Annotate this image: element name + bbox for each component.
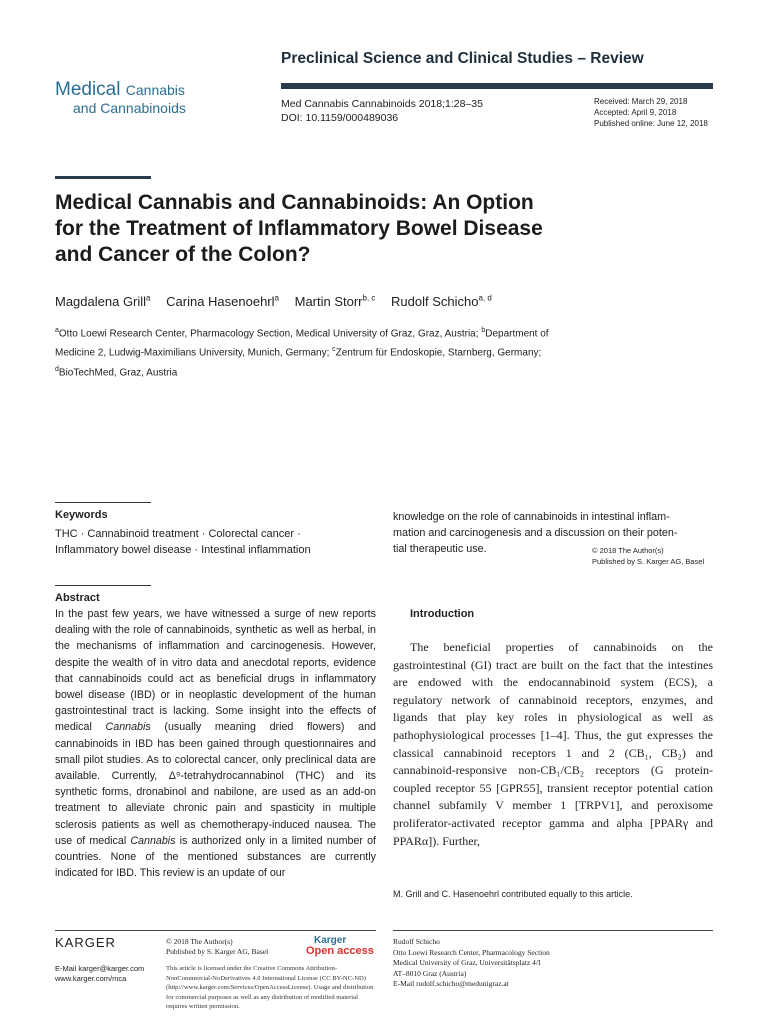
title-line-1: Medical Cannabis and Cannabinoids: An Option [55, 191, 534, 214]
footer-copyright: © 2018 The Author(s) Published by S. Karger AG, Basel [166, 937, 269, 956]
citation-block [281, 97, 483, 125]
abstract-rule [55, 585, 151, 586]
contribution-note: M. Grill and C. Hasenoehrl contributed equally to this article. [393, 889, 633, 899]
author[interactable]: Rudolf Schicho$^{a, d}$ [391, 294, 492, 310]
journal-citation: Med Cannabis Cannabinoids 2018;1:28–35 [281, 98, 483, 110]
doi[interactable]: DOI: 10.1159/000489036 [281, 112, 399, 124]
author[interactable]: Martin Storr$^{b, c}$ [294, 294, 376, 310]
keywords-rule [55, 502, 151, 503]
affiliations: $^a$Otto Loewi Research Center, Pharmacology Section, Medical University of Graz, Graz, Austria; $^b$Department of Medicine 2, Ludwig-Maximilians University, Munich, Germany; $^c$Zentrum für Endoskopie, Starnberg, Germany; $^d$BioTechMed, Graz, Austria [55, 327, 549, 378]
journal-logo [55, 80, 186, 115]
accepted-date: Accepted: April 9, 2018 [594, 108, 677, 117]
introduction-heading: Introduction [410, 608, 475, 620]
title-line-3: and Cancer of the Colon? [55, 243, 311, 266]
logo-line-two: and Cannabinoids [73, 100, 186, 116]
corresponding-email[interactable]: E-Mail rudolf.schicho@medunigraz.at [393, 979, 509, 988]
logo-word-cannabis: Cannabis [125, 82, 185, 98]
abstract-heading: Abstract [55, 592, 100, 604]
footer-rule-left [55, 930, 376, 931]
logo-word-medical: Medical [55, 79, 121, 100]
keywords-list: THC · Cannabinoid treatment · Colorectal cancer · Inflammatory bowel disease · Intestinal inflammation [55, 528, 311, 556]
author[interactable]: Carina Hasenoehrl$^a$ [166, 294, 279, 310]
journal-section-heading: Preclinical Science and Clinical Studies – Review [281, 50, 644, 67]
author-list [55, 294, 504, 309]
publisher-contact [55, 964, 144, 984]
title-line-2: for the Treatment of Inflammatory Bowel Disease [55, 217, 543, 240]
open-access-logo: Karger Open access [306, 935, 374, 957]
received-date: Received: March 29, 2018 [594, 97, 688, 106]
published-date: Published online: June 12, 2018 [594, 119, 708, 128]
title-rule [55, 176, 151, 179]
copyright-notice: © 2018 The Author(s) Published by S. Karger AG, Basel [592, 546, 705, 566]
introduction-body: The beneficial properties of cannabinoids on the gastrointestinal (GI) tract are built on the fact that the intestines are endowed with the endocannabinoid system (ECS), a regulatory network of cannabinoid receptors, enzymes, and ligands that play key roles in physiological as well as pathophysiological processes [1–4]. Thus, the gut expresses the classical cannabinoid receptors 1 and 2 (CB₁, CB₂) and cannabinoid-responsive non-CB₁/CB₂ receptors (G protein-coupled receptor 55 [GPR55], transient receptor potential cation channel subfamily V member 1 [TRPV1], and peroxisome proliferator-activated receptor gamma and alpha [PPARγ and PPARα]). Further, [393, 640, 713, 848]
publisher-email[interactable]: E-Mail karger@karger.com [55, 964, 145, 973]
abstract-continuation: knowledge on the role of cannabinoids in intestinal inflam- mation and carcinogenesis and a discussion on their poten- tial therapeutic use. [393, 511, 678, 555]
abstract-body: In the past few years, we have witnessed a surge of new reports dealing with the role of cannabinoids, synthetic as well as herbal, in the mechanisms of inflammation and carcinogenesis. However, despite the wealth of in vitro data and anecdotal reports, evidence that cannabinoids could act as beneficial drugs in inflammatory bowel disease (IBD) or in neoplastic development of the human gastrointestinal tract is lacking. Some insight into the effects of medical Cannabis (usually meaning dried flowers) and cannabinoids in IBD has been gained through questionnaires and small pilot studies. As to colorectal cancer, only preclinical data are available. Currently, Δ⁹-tetrahydrocannabinol (THC) and its synthetic forms, dronabinol and nabilone, are used as an add-on treatment to alleviate chronic pain and spasticity in multiple sclerosis patients as well as chemotherapy-induced nausea. The use of medical Cannabis is authorized only in a limited number of countries. None of the mentioned substances are currently indicated for IBD. This review is an update of our [55, 608, 376, 880]
publisher-website[interactable]: www.karger.com/mca [55, 974, 127, 983]
article-dates [594, 96, 708, 129]
header-rule [281, 83, 713, 89]
corresponding-author: Rudolf Schicho Otto Loewi Research Center, Pharmacology Section Medical University of Graz, Universitätsplatz 4/I AT–8010 Graz (Austria) E-Mail rudolf.schicho@medunigraz.at [393, 937, 550, 988]
article-title [55, 190, 675, 268]
license-text: This article is licensed under the Creative Commons Attribution-NonCommercial-NoDerivatives 4.0 International License (CC BY-NC-ND) (http://www.karger.com/Services/OpenAccessLicense). Usage and distribution for commercial purposes as well as any distribution of modified material requires written permission. [166, 965, 374, 1011]
keywords-heading: Keywords [55, 509, 108, 521]
footer-rule-right [393, 930, 713, 931]
publisher-logo: KARGER [55, 935, 116, 950]
author[interactable]: Magdalena Grill$^a$ [55, 294, 151, 310]
